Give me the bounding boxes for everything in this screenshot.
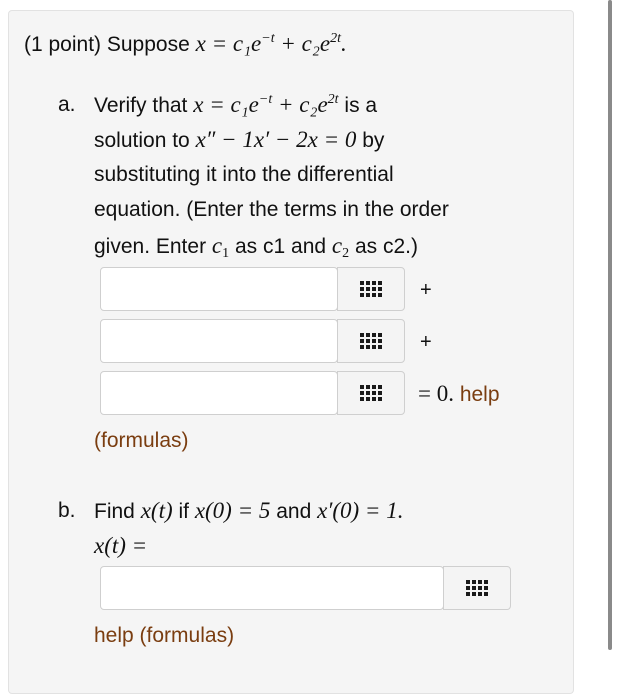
part-a-line4: equation. (Enter the terms in the order <box>94 198 449 221</box>
answer-input-xt[interactable] <box>100 566 444 610</box>
operator-plus-2: + <box>420 331 432 353</box>
part-a-line5: given. Enter $c_1$ as c1 and $c_2$ as c2.) <box>94 233 418 261</box>
part-a-marker: a. <box>58 93 76 116</box>
equals-zero-row <box>418 380 500 409</box>
formulas-link-b[interactable]: (formulas) <box>139 624 235 647</box>
answer-input-2[interactable] <box>100 319 338 363</box>
scrollbar[interactable] <box>608 0 612 650</box>
equation-palette-icon <box>466 580 488 596</box>
palette-button-2[interactable] <box>337 319 405 363</box>
help-formulas-row-b <box>94 622 234 650</box>
formulas-link-a[interactable]: (formulas) <box>94 429 189 452</box>
problem-statement <box>24 30 347 59</box>
part-a-line3: substituting it into the differential <box>94 163 394 186</box>
problem-equation: $x = c_1e^{-t} + c_2e^{2t}$. <box>195 31 347 56</box>
answer-input-3[interactable] <box>100 371 338 415</box>
palette-button-xt[interactable] <box>443 566 511 610</box>
equation-palette-icon <box>360 385 382 401</box>
help-link-a[interactable]: help <box>459 383 500 406</box>
equation-palette-icon <box>360 281 382 297</box>
part-b-line2: x(t) = <box>94 533 148 558</box>
part-b-line1: Find x(t) if x(0) = 5 and x′(0) = 1. <box>94 498 404 523</box>
answer-input-1[interactable] <box>100 267 338 311</box>
equals-zero: = 0. <box>418 381 454 406</box>
palette-button-3[interactable] <box>337 371 405 415</box>
palette-button-1[interactable] <box>337 267 405 311</box>
problem-prefix: (1 point) Suppose <box>24 33 190 56</box>
part-a-line1: Verify that $x = c_1e^{-t} + c_2e^{2t}$ is a <box>94 92 378 117</box>
part-a-line2: solution to x″ − 1x′ − 2x = 0 by <box>94 127 385 152</box>
operator-plus-1: + <box>420 279 432 301</box>
equation-palette-icon <box>360 333 382 349</box>
part-b-marker: b. <box>58 499 76 522</box>
help-link-b[interactable]: help <box>94 624 134 647</box>
